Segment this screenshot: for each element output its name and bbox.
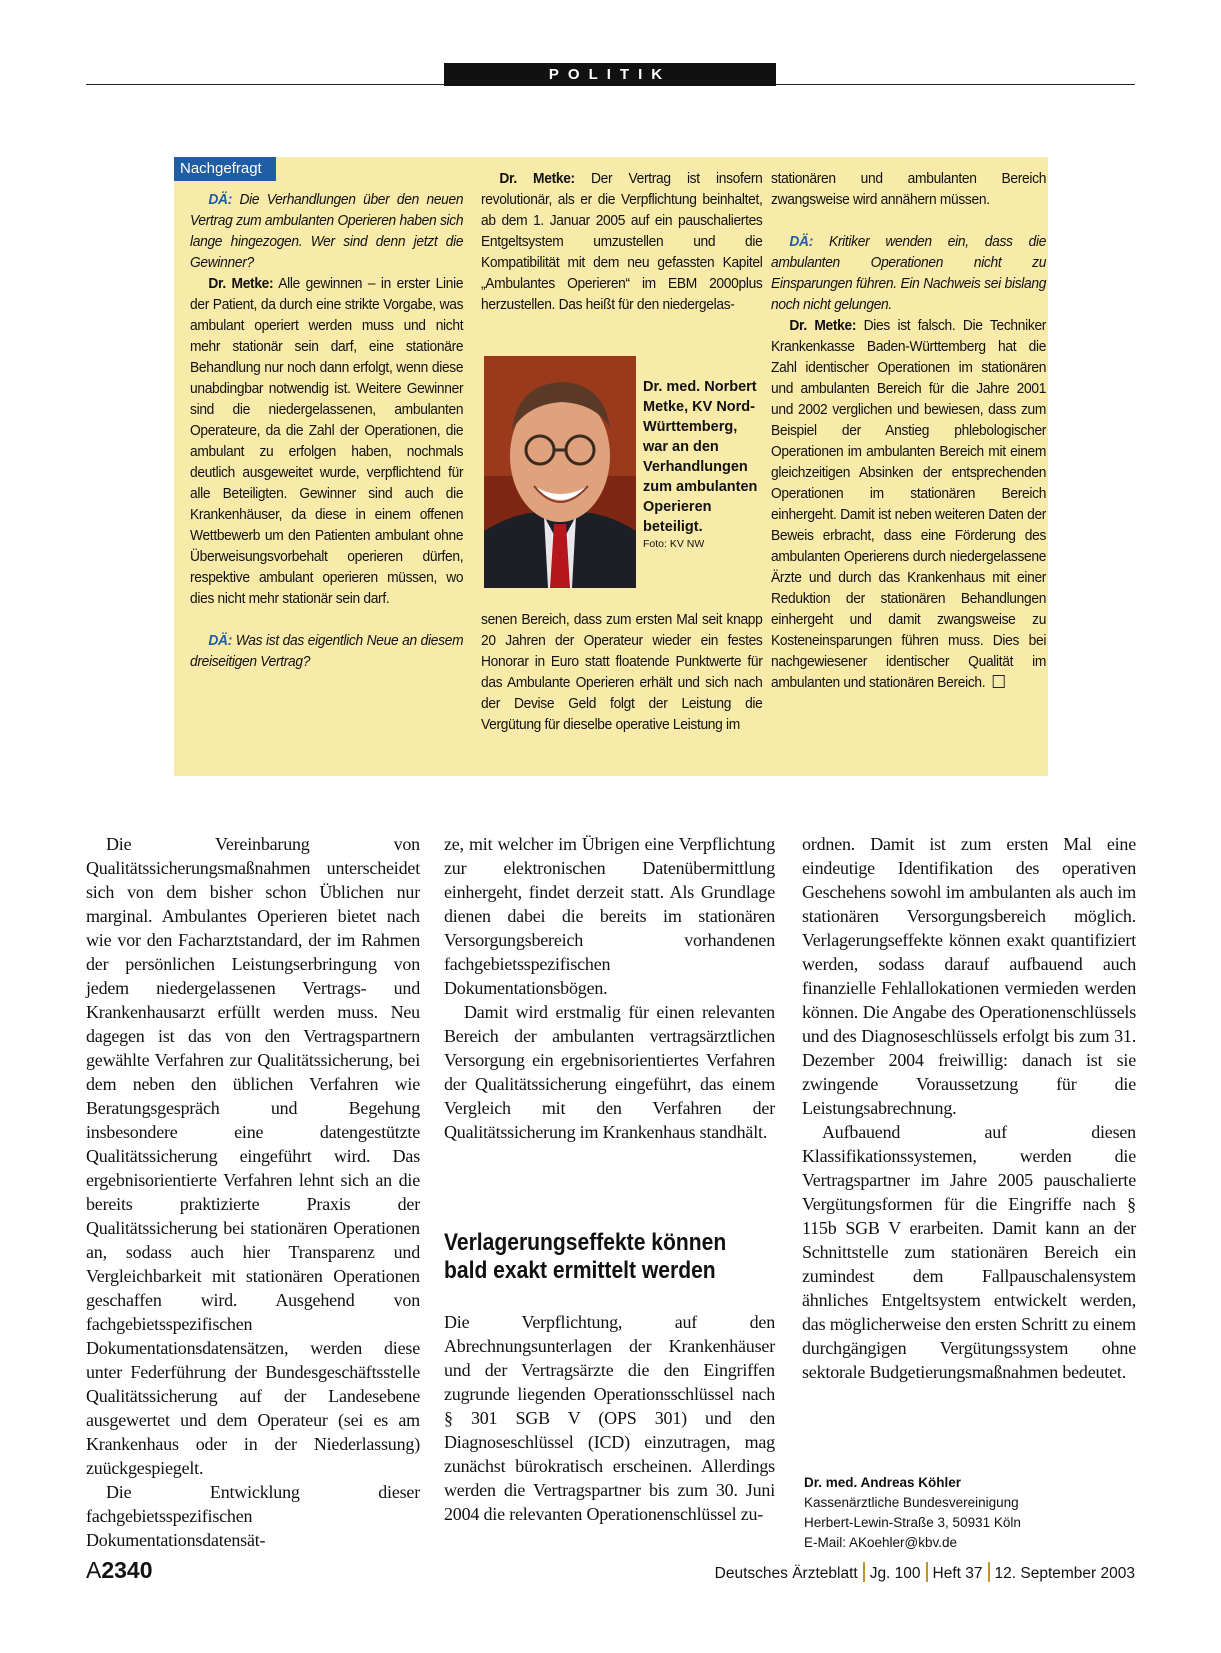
answer-text: Der Vertrag ist insofern revolutionär, als er die Verpflichtung beinhaltet, ab dem 1. Januar 2005 auf ein pauschaliertes Entgeltsystem umzustellen und die Kompatibilität mit dem neu gefassten Kapitel „Ambulantes Operieren“ im EBM 2000plus herzustellen. Das heißt für den niedergelas- (481, 170, 763, 313)
interview-column-2-top (481, 168, 763, 315)
speaker-label: Dr. Metke: (208, 275, 274, 292)
question-text: Die Verhandlungen über den neuen Vertrag zum ambulanten Operieren haben sich lange hingezogen. Wer sind denn jetzt die Gewinner? (190, 191, 464, 271)
question-label: DÄ: (789, 233, 813, 250)
separator (863, 1562, 865, 1582)
author-email: E-Mail: AKoehler@kbv.de (804, 1535, 958, 1550)
answer-2 (481, 168, 763, 315)
interview-tag: Nachgefragt (174, 157, 276, 181)
portrait-illustration (484, 356, 636, 588)
answer-text: Dies ist falsch. Die Techniker Krankenkasse Baden-Württemberg hat die Zahl identischer Operationen im stationären und ambulanten Bereich für die Jahre 2001 und 2002 verglichen und bewiesen, dass zum Beispiel der Anstieg phlebologischer Operationen im ambulanten Bereich mit einem gleichzeitigen Absinken der entsprechenden Operationen im stationären Bereich einhergeht. Damit ist neben weiteren Daten der Beweis erbracht, dass eine Förderung des ambulanten Operierens durch niedergelassene Ärzte und durch das Krankenhaus mit einer Reduktion der stationären Behandlungen einhergeht und damit zwangsweise zu Kosteneinsparungen führen muss. Dies bei nachgewiesener identischer Qualität im ambulanten und stationären Bereich. (771, 317, 1047, 691)
speaker-label: Dr. Metke: (789, 317, 857, 334)
portrait-photo (484, 356, 636, 588)
paragraph: ze, mit welcher im Übrigen eine Verpflichtung zur elektronischen Datenübermittlung einhergeht, findet derzeit statt. Als Grundlage dienen dabei die bereits im stationären Versorgungsbereich vorhandenen fachgebietsspezifischen Dokumentationsbögen. (444, 834, 775, 998)
section-label: POLITIK (444, 63, 776, 86)
interview-column-2-bottom (481, 609, 763, 735)
caption-text: Dr. med. Norbert Metke, KV Nord-Württemberg, war an den Verhandlungen zum ambulanten Operieren beteiligt. (643, 379, 758, 535)
question-3 (771, 231, 1046, 315)
page-number (86, 1557, 153, 1583)
paragraph: Die Vereinbarung von Qualitätssicherungsmaßnahmen unterscheidet sich von dem bisher schon Üblichen nur marginal. Ambulantes Operieren bietet nach wie vor den Facharztstandard, der im Rahmen der persönlichen Leistungserbringung von jedem niedergelassenen Vertrags- und Krankenhausarzt erfüllt werden muss. Neu dagegen ist das von den Vertragspartnern gewählte Verfahren zur Qualitätssicherung, bei dem neben den üblichen Verfahren wie Beratungsgespräch und Begehung insbesondere eine datengestützte Qualitätssicherung eingeführt wird. Das ergebnisorientierte Verfahren lehnt sich an die bereits praktizierte Praxis der Qualitätssicherung bei stationären Operationen an, sodass auch hier Transparenz und Vergleichbarkeit mit stationären Operationen geschaffen wird. Ausgehend von fachgebietsspezifischen Dokumentationsdatensätzen, werden diese unter Federführung der Bundesgeschäftsstelle Qualitätssicherung auf der Landesebene ausgewertet und dem Operateur (sei es am Krankenhaus oder in der Niederlassung) zuückgespiegelt. (86, 834, 420, 1478)
question-label: DÄ: (208, 191, 232, 208)
photo-credit: Foto: KV NW (643, 538, 705, 550)
answer-text: Alle gewinnen – in erster Linie der Patient, da durch eine strikte Vorgabe, was ambulant operiert werden muss und nicht mehr stationär sein darf, eine stationäre Behandlung nur noch dann erfolgt, wenn diese unabdingbar notwendig ist. Weitere Gewinner sind die niedergelassenen, ambulanten Operateure, da die Zahl der Operationen, die ambulant zu erfolgen haben, nochmals deutlich ausgeweitet wurde, verpflichtend für alle Beteiligten. Gewinner sind auch die Krankenhäuser, da diese in einem offenen Wettbewerb um den Patienten ambulant ohne Überweisungsvorbehalt operieren dürfen, respektive ambulant operieren müssen, wo dies nicht mehr stationär sein darf. (190, 275, 464, 607)
separator (988, 1562, 990, 1582)
answer-2-continued: senen Bereich, dass zum ersten Mal seit knapp 20 Jahren der Operateur wieder ein festes Honorar in Euro statt floatende Punktwerte für das Ambulante Operieren erhält und sich nach der Devise Geld folgt der Leistung die Vergütung für dieselbe operative Leistung im (481, 611, 763, 733)
answer-1 (190, 273, 463, 609)
speaker-label: Dr. Metke: (499, 170, 575, 187)
question-label: DÄ: (208, 632, 232, 649)
section-heading: Verlagerungseffekte können bald exakt ermittelt werden (444, 1229, 727, 1284)
paragraph: Aufbauend auf diesen Klassifikationssystemen, werden die Vertragspartner im Jahre 2005 pauschalierte Vergütungsformen für die Eingriffe nach § 115b SGB V erarbeiten. Damit kann an der Schnittstelle zum stationären Bereich ein zumindest dem Fallpauschalensystem ähnliches Entgeltsystem entwickelt werden, das möglicherweise den ersten Schritt zu einem durchgängigen Vergütungssystem ohne sektorale Budgetierungsmaßnahmen bedeutet. (802, 1122, 1136, 1382)
answer-2-continued: stationären und ambulanten Bereich zwangsweise wird annähern müssen. (771, 170, 1047, 208)
journal-volume: Jg. 100 (869, 1565, 921, 1582)
journal-info (715, 1562, 1135, 1584)
question-text: Kritiker wenden ein, dass die ambulanten Operationen nicht zu Einsparungen führen. Ein Nachweis sei bislang noch nicht gelungen. (771, 233, 1047, 313)
paragraph: Damit wird erstmalig für einen relevanten Bereich der ambulanten vertragsärztlichen Versorgung ein ergebnisorientiertes Verfahren der Qualitätssicherung eingeführt, das einem Vergleich mit den Verfahren der Qualitätssicherung im Krankenhaus standhält. (444, 1002, 775, 1142)
paragraph: Die Entwicklung dieser fachgebietsspezifischen Dokumentationsdatensät- (86, 1482, 420, 1550)
end-mark-icon (993, 675, 1005, 688)
paragraph: ordnen. Damit ist zum ersten Mal eine eindeutige Identifikation des operativen Geschehens sowohl im ambulanten als auch im stationären Versorgungsbereich möglich. Verlagerungseffekte können exakt quantifiziert werden, sodass darauf aufbauend auch finanzielle Fehlallokationen vermieden werden können. Die Angabe des Operationenschlüssels und des Diagnoseschlüssels erfolgt bis zum 31. Dezember 2004 freiwillig: danach ist sie zwingende Voraussetzung für die Leistungsabrechnung. (802, 834, 1136, 1118)
paragraph: Die Verpflichtung, auf den Abrechnungsunterlagen der Krankenhäuser und der Vertragsärzte die den Eingriffen zugrunde liegenden Operationsschlüssel nach § 301 SGB V (OPS 301) und den Diagnoseschlüssel (ICD) einzutragen, mag zunächst bürokratisch erscheinen. Allerdings werden die Vertragspartner bis zum 30. Juni 2004 die relevanten Operationenschlüssel zu- (444, 1312, 775, 1524)
answer-3 (771, 315, 1046, 693)
question-1 (190, 189, 463, 273)
interview-column-1 (190, 189, 463, 672)
page-value: 2340 (101, 1557, 153, 1583)
journal-date: 12. September 2003 (994, 1565, 1135, 1582)
author-name: Dr. med. Andreas Köhler (804, 1475, 962, 1490)
journal-name: Deutsches Ärzteblatt (714, 1565, 858, 1582)
author-organization: Kassenärztliche Bundesvereinigung (804, 1495, 1019, 1510)
question-text: Was ist das eigentlich Neue an diesem dreiseitigen Vertrag? (190, 632, 464, 670)
article-column-2-lower (444, 1310, 775, 1526)
interview-column-3 (771, 168, 1046, 693)
journal-issue: Heft 37 (932, 1565, 983, 1582)
article-column-2 (444, 832, 775, 1144)
page-prefix: A (86, 1557, 102, 1583)
separator (926, 1562, 928, 1582)
author-address: Herbert-Lewin-Straße 3, 50931 Köln (804, 1515, 1021, 1530)
article-column-3 (802, 832, 1136, 1384)
article-column-1 (86, 832, 420, 1552)
question-2 (190, 630, 463, 672)
author-block (804, 1473, 1021, 1553)
photo-caption (643, 377, 761, 551)
